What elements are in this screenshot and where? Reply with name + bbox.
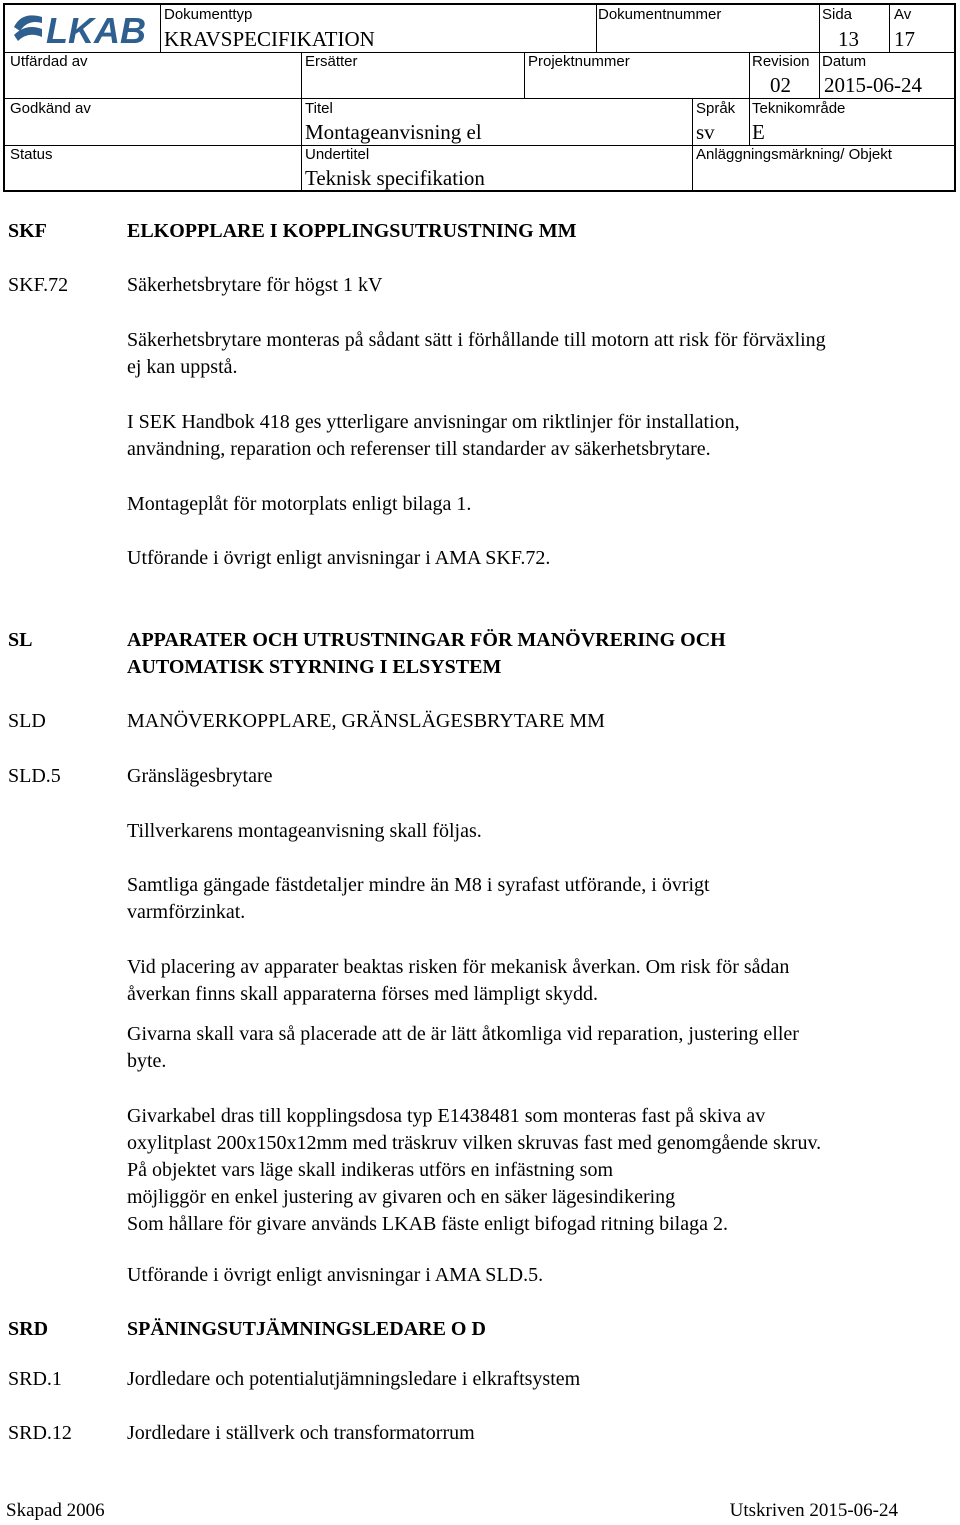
paragraph: [127, 327, 957, 381]
divider: [160, 5, 161, 52]
revision-label: Revision: [752, 53, 810, 70]
av-value: 17: [894, 27, 915, 51]
dokumentnummer-label: Dokumentnummer: [598, 6, 722, 23]
section-title-srd: SPÄNINGSUTJÄMNINGSLEDARE O D: [127, 1318, 486, 1340]
section-code-skf: SKF: [8, 220, 47, 242]
paragraph: [127, 872, 957, 926]
footer-created: Skapad 2006: [6, 1500, 105, 1521]
revision-value: 02: [770, 73, 791, 97]
paragraph: Utförande i övrigt enligt anvisningar i AMA SLD.5.: [127, 1264, 544, 1286]
paragraph-line: åverkan finns skall apparaterna förses med lämpligt skydd.: [127, 983, 598, 1005]
divider: [889, 5, 890, 52]
section-code-srd1: SRD.1: [8, 1368, 62, 1390]
titel-value: Montageanvisning el: [305, 120, 482, 144]
paragraph: [127, 409, 957, 463]
paragraph-line: oxylitplast 200x150x12mm med träskruv vilken skruvas fast med genomgående skruv.: [127, 1132, 822, 1154]
section-title-skf72: Säkerhetsbrytare för högst 1 kV: [127, 274, 383, 296]
titel-label: Titel: [305, 100, 333, 117]
paragraph-line: användning, reparation och referenser till standarder av säkerhetsbrytare.: [127, 438, 711, 460]
godkand-label: Godkänd av: [10, 100, 91, 117]
paragraph-line: Samtliga gängade fästdetaljer mindre än M8 i syrafast utförande, i övrigt: [127, 874, 710, 896]
section-code-sl: SL: [8, 629, 33, 651]
section-title-skf: ELKOPPLARE I KOPPLINGSUTRUSTNING MM: [127, 220, 577, 242]
status-label: Status: [10, 146, 53, 163]
section-title-srd12: Jordledare i ställverk och transformatorrum: [127, 1422, 475, 1444]
paragraph-line: Som hållare för givare används LKAB fäste enligt bifogad ritning bilaga 2.: [127, 1213, 728, 1235]
paragraph-line: På objektet vars läge skall indikeras utförs en infästning som: [127, 1159, 614, 1181]
av-label: Av: [894, 6, 912, 23]
sprak-value: sv: [696, 120, 715, 144]
paragraph-line: Vid placering av apparater beaktas risken för mekanisk åverkan. Om risk för sådan: [127, 956, 790, 978]
title-line: AUTOMATISK STYRNING I ELSYSTEM: [127, 656, 502, 678]
sprak-label: Språk: [696, 100, 736, 117]
projektnummer-label: Projektnummer: [528, 53, 630, 70]
paragraph: Utförande i övrigt enligt anvisningar i AMA SKF.72.: [127, 547, 551, 569]
datum-label: Datum: [822, 53, 867, 70]
paragraph: [127, 1103, 957, 1238]
section-code-skf72: SKF.72: [8, 274, 69, 296]
divider: [5, 98, 954, 99]
paragraph: Montageplåt för motorplats enligt bilaga 1.: [127, 493, 472, 515]
undertitel-value: Teknisk specifikation: [305, 166, 485, 190]
section-code-srd: SRD: [8, 1318, 49, 1340]
paragraph-line: varmförzinkat.: [127, 901, 246, 923]
lkab-logo: [12, 9, 154, 49]
divider: [301, 52, 302, 192]
ersatter-label: Ersätter: [305, 53, 358, 70]
utfardad-label: Utfärdad av: [10, 53, 88, 70]
section-title-sld: MANÖVERKOPPLARE, GRÄNSLÄGESBRYTARE MM: [127, 710, 605, 732]
paragraph-line: Säkerhetsbrytare monteras på sådant sätt i förhållande till motorn att risk för förväxling: [127, 329, 826, 351]
section-title-srd1: Jordledare och potentialutjämningsledare i elkraftsystem: [127, 1368, 581, 1390]
datum-value: 2015-06-24: [824, 73, 922, 97]
dokumenttyp-label: Dokumenttyp: [164, 6, 253, 23]
footer-printed: Utskriven 2015-06-24: [729, 1500, 898, 1521]
section-code-srd12: SRD.12: [8, 1422, 72, 1444]
undertitel-label: Undertitel: [305, 146, 370, 163]
paragraph-line: I SEK Handbok 418 ges ytterligare anvisningar om riktlinjer för installation,: [127, 411, 740, 433]
divider: [524, 52, 525, 98]
paragraph-line: byte.: [127, 1050, 167, 1072]
anlaggning-label: Anläggningsmärkning/ Objekt: [696, 146, 892, 163]
section-code-sld: SLD: [8, 710, 46, 732]
section-code-sld5: SLD.5: [8, 765, 61, 787]
section-title-sld5: Gränslägesbrytare: [127, 765, 273, 787]
paragraph: Tillverkarens montageanvisning skall följas.: [127, 820, 482, 842]
divider: [5, 52, 954, 53]
title-line: APPARATER OCH UTRUSTNINGAR FÖR MANÖVRERING OCH: [127, 629, 726, 651]
svg-text:LKAB: LKAB: [46, 10, 146, 49]
paragraph-line: Givarna skall vara så placerade att de är lätt åtkomliga vid reparation, justering eller: [127, 1023, 799, 1045]
paragraph: [127, 1021, 957, 1075]
teknikomrade-value: E: [752, 120, 765, 144]
divider: [596, 5, 597, 52]
section-title-sl: [127, 627, 957, 681]
teknikomrade-label: Teknikområde: [752, 100, 846, 117]
paragraph-line: ej kan uppstå.: [127, 356, 238, 378]
sida-value: 13: [838, 27, 859, 51]
paragraph-line: Givarkabel dras till kopplingsdosa typ E1438481 som monteras fast på skiva av: [127, 1105, 766, 1127]
paragraph-line: möjliggör en enkel justering av givaren och en säker lägesindikering: [127, 1186, 676, 1208]
dokumenttyp-value: KRAVSPECIFIKATION: [164, 27, 375, 51]
paragraph: [127, 954, 957, 1008]
sida-label: Sida: [822, 6, 853, 23]
